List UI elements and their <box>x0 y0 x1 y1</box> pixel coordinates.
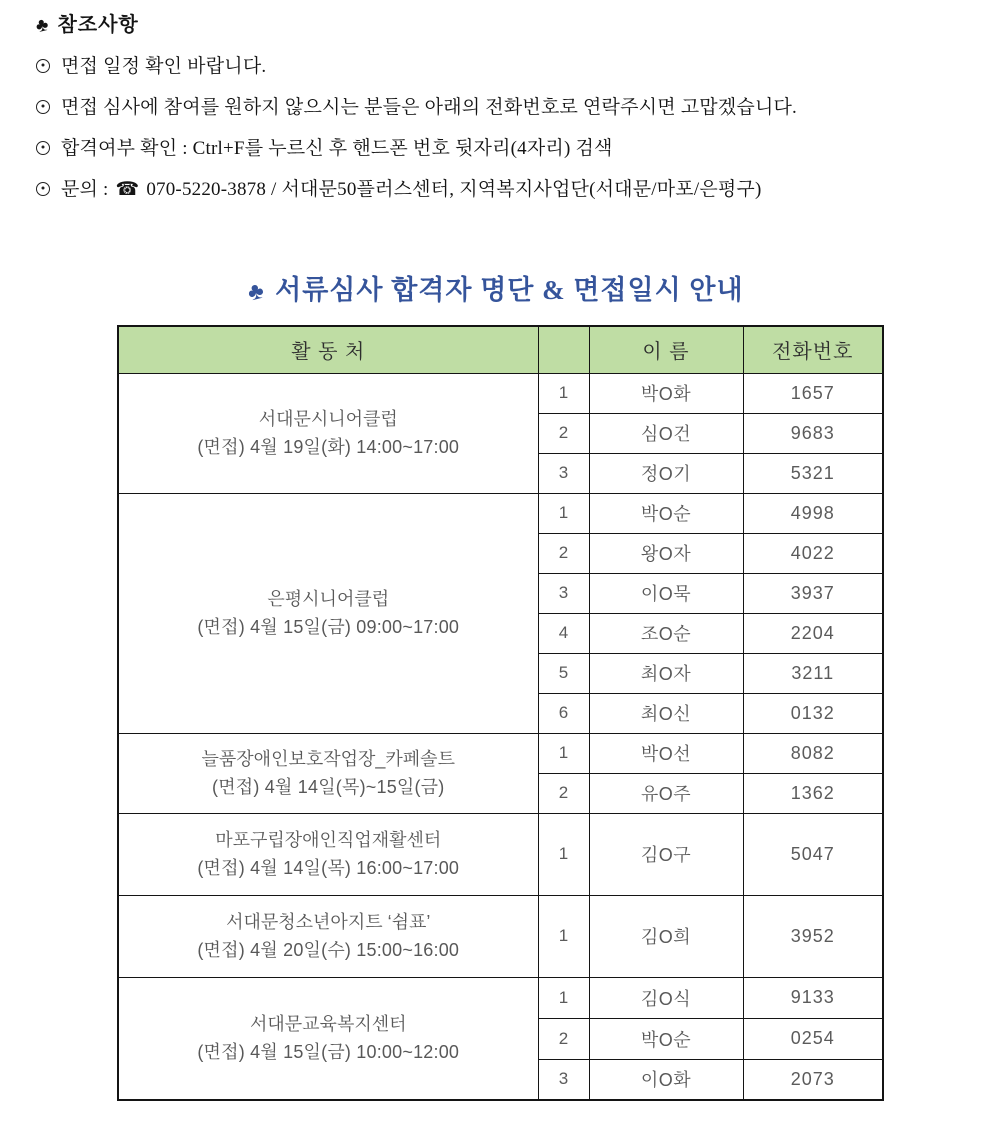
telephone-icon: ☎ <box>115 178 140 200</box>
clover-icon: ♣ <box>33 13 52 38</box>
note-line <box>36 87 797 128</box>
activity-cell <box>118 733 538 813</box>
activity-schedule: (면접) 4월 14일(목) 16:00~17:00 <box>197 858 460 878</box>
name-cell: 박O순 <box>589 493 743 533</box>
name-cell: 이O화 <box>589 1059 743 1100</box>
note-line-contact <box>36 169 797 210</box>
phone-cell: 4998 <box>743 493 883 533</box>
table-row <box>118 733 883 773</box>
row-index-cell: 3 <box>538 453 589 493</box>
table-row <box>118 895 883 977</box>
name-cell: 정O기 <box>589 453 743 493</box>
name-cell: 최O신 <box>589 693 743 733</box>
phone-cell: 3952 <box>743 895 883 977</box>
circle-bullet-icon <box>36 141 50 155</box>
header-phone: 전화번호 <box>743 326 883 373</box>
table-row <box>118 373 883 413</box>
name-cell: 김O구 <box>589 813 743 895</box>
activity-cell <box>118 895 538 977</box>
activity-name: 늘품장애인보호작업장_카페솔트 <box>201 749 455 769</box>
note-text: 면접 심사에 참여를 원하지 않으시는 분들은 아래의 전화번호로 연락주시면 고맙겠습니다. <box>61 97 797 118</box>
header-activity: 활 동 처 <box>118 326 538 373</box>
row-index-cell: 5 <box>538 653 589 693</box>
row-index-cell: 2 <box>538 533 589 573</box>
activity-cell <box>118 493 538 733</box>
row-index-cell: 3 <box>538 1059 589 1100</box>
activity-schedule: (면접) 4월 15일(금) 09:00~17:00 <box>197 617 460 637</box>
phone-cell: 2204 <box>743 613 883 653</box>
activity-schedule: (면접) 4월 14일(목)~15일(금) <box>212 777 445 797</box>
phone-cell: 1362 <box>743 773 883 813</box>
activity-name: 서대문시니어클럽 <box>258 409 398 429</box>
notes-title-text: 참조사항 <box>57 14 139 36</box>
name-cell: 박O선 <box>589 733 743 773</box>
circle-bullet-icon <box>36 59 50 73</box>
name-cell: 김O희 <box>589 895 743 977</box>
name-cell: 심O건 <box>589 413 743 453</box>
phone-cell: 8082 <box>743 733 883 773</box>
phone-cell: 9683 <box>743 413 883 453</box>
circle-bullet-icon <box>36 182 50 196</box>
activity-cell <box>118 373 538 493</box>
note-line <box>36 128 797 169</box>
note-text: 합격여부 확인 : Ctrl+F를 누르신 후 핸드폰 번호 뒷자리(4자리) 검색 <box>61 138 613 159</box>
row-index-cell: 1 <box>538 373 589 413</box>
contact-text: 070-5220-3878 / 서대문50플러스센터, 지역복지사업단(서대문/마포/은평구) <box>141 179 762 200</box>
row-index-cell: 4 <box>538 613 589 653</box>
name-cell: 유O주 <box>589 773 743 813</box>
activity-name: 마포구립장애인직업재활센터 <box>215 830 442 850</box>
activity-schedule: (면접) 4월 15일(금) 10:00~12:00 <box>197 1042 460 1063</box>
activity-name: 서대문교육복지센터 <box>250 1014 407 1035</box>
row-index-cell: 2 <box>538 413 589 453</box>
name-cell: 김O식 <box>589 977 743 1018</box>
row-index-cell: 1 <box>538 895 589 977</box>
activity-name: 은평시니어클럽 <box>267 589 390 609</box>
activity-name: 서대문청소년아지트 ‘쉼표’ <box>226 912 431 932</box>
header-name: 이 름 <box>589 326 743 373</box>
table-row <box>118 493 883 533</box>
activity-cell <box>118 977 538 1100</box>
name-cell: 최O자 <box>589 653 743 693</box>
phone-cell: 9133 <box>743 977 883 1018</box>
note-line <box>36 46 797 87</box>
phone-cell: 0132 <box>743 693 883 733</box>
row-index-cell: 1 <box>538 733 589 773</box>
page-title-text: 서류심사 합격자 명단 & 면접일시 안내 <box>275 275 744 305</box>
phone-cell: 4022 <box>743 533 883 573</box>
note-text: 면접 일정 확인 바랍니다. <box>61 56 267 77</box>
row-index-cell: 1 <box>538 493 589 533</box>
activity-schedule: (면접) 4월 19일(화) 14:00~17:00 <box>197 437 460 457</box>
header-num <box>538 326 589 373</box>
name-cell: 조O순 <box>589 613 743 653</box>
activity-cell <box>118 813 538 895</box>
table-header-row <box>118 326 883 373</box>
row-index-cell: 6 <box>538 693 589 733</box>
phone-cell: 5321 <box>743 453 883 493</box>
notes-title <box>33 8 797 46</box>
phone-cell: 1657 <box>743 373 883 413</box>
row-index-cell: 3 <box>538 573 589 613</box>
page-title <box>0 268 992 307</box>
phone-cell: 3937 <box>743 573 883 613</box>
name-cell: 이O묵 <box>589 573 743 613</box>
row-index-cell: 2 <box>538 1018 589 1059</box>
phone-cell: 5047 <box>743 813 883 895</box>
name-cell: 박O순 <box>589 1018 743 1059</box>
circle-bullet-icon <box>36 100 50 114</box>
phone-cell: 3211 <box>743 653 883 693</box>
table-row <box>118 977 883 1018</box>
table-row <box>118 813 883 895</box>
row-index-cell: 1 <box>538 977 589 1018</box>
phone-cell: 0254 <box>743 1018 883 1059</box>
row-index-cell: 1 <box>538 813 589 895</box>
phone-cell: 2073 <box>743 1059 883 1100</box>
name-cell: 박O화 <box>589 373 743 413</box>
name-cell: 왕O자 <box>589 533 743 573</box>
activity-schedule: (면접) 4월 20일(수) 15:00~16:00 <box>197 940 460 960</box>
contact-prefix: 문의 : <box>61 179 114 200</box>
results-table <box>117 325 884 1101</box>
row-index-cell: 2 <box>538 773 589 813</box>
clover-icon-title: ♣ <box>245 277 268 307</box>
notes-section <box>33 8 797 210</box>
